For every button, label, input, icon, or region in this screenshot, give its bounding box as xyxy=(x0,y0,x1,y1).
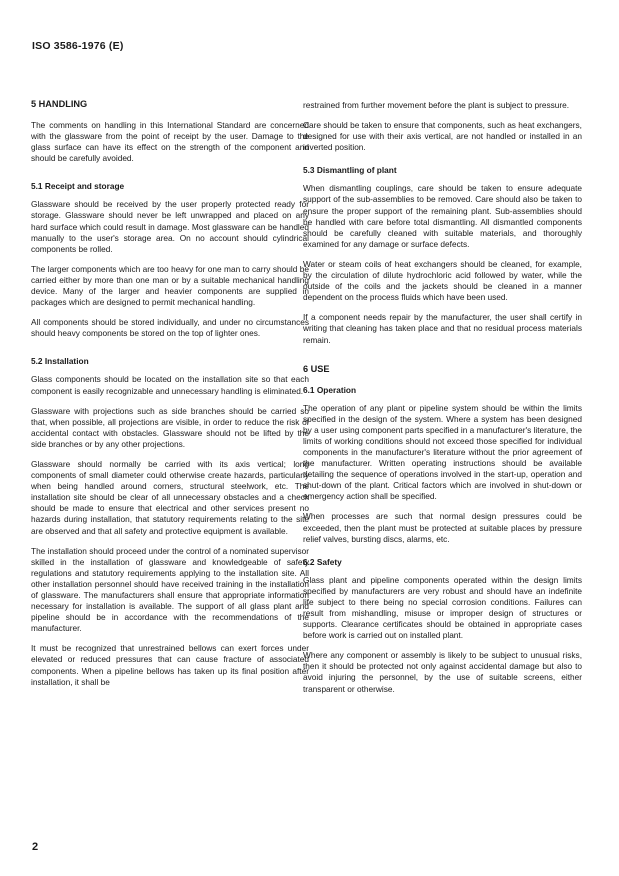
paragraph: The installation should proceed under the control of a nominated supervisor skilled in the installation of glassware and knowledgeable of safety regulations and statutory requirements applying to the installation site. All other installation personnel should have received training in the installation of glassware. The manufacturers shall ensure that appropriate information necessary for installation is available. The support of all glass plant and pipeline should be in accordance with the recommendations of the manufacturer. xyxy=(31,545,309,634)
section-6-2-heading: 6.2 Safety xyxy=(303,556,342,567)
paragraph: Glass plant and pipeline components operated within the design limits specified by manufacturers are very robust and should have an indefinite life subject to there being no special corrosion conditions. Failures can result from mishandling, misuse or improper design of structures or supports. Clearance certificates should be obtained in appropriate cases before work is carried out on installed plant. xyxy=(303,574,582,641)
left-column xyxy=(31,98,309,697)
page-number: 2 xyxy=(32,841,39,853)
paragraph: The larger components which are too heavy for one man to carry should be carried either by more than one man or by a suitable mechanical handling device. Many of the larger and heavier components are supplied in packages which are designed to permit mechanical handling. xyxy=(31,263,309,308)
paragraph: Water or steam coils of heat exchangers should be cleaned, for example, by the circulation of dilute hydrochloric acid followed by water, while the outside of the coils and the jackets should be cleaned in a manner dependent on the process fluids which have been used. xyxy=(303,258,582,303)
paragraph: It must be recognized that unrestrained bellows can exert forces under elevated or reduced pressures that can cause fracture of associated components. When a pipeline bellows has taken up its final position after installation, it shall be xyxy=(31,643,309,687)
section-5-2-heading: 5.2 Installation xyxy=(31,356,89,367)
document-header: ISO 3586-1976 (E) xyxy=(32,40,124,52)
paragraph: All components should be stored individually, and under no circumstances should heavy components be stored on the top of lighter ones. xyxy=(31,317,309,339)
paragraph: Glass components should be located on the installation site so that each component is easily recognizable and unnecessary handling is eliminated. xyxy=(31,374,309,396)
paragraph: Glassware with projections such as side branches should be carried so that, when possible, all projections are visible, in order to reduce the risk of accidental contact with obstacles. Glassware should not be lifted by the side branches or by any other projections. xyxy=(31,405,309,449)
section-5-1-heading: 5.1 Receipt and storage xyxy=(31,181,125,192)
paragraph: Care should be taken to ensure that components, such as heat exchangers, designed for use with their axis vertical, are not handled or installed in an inverted position. xyxy=(303,120,582,153)
paragraph: The operation of any plant or pipeline system should be within the limits specified in the design of the system. Where a system has been designed by a user using component parts specified in a manufacturer's literature, the limits of working conditions should not exceed those specified for individual components in the manufacturer's literature without the prior agreement of the manufacturer. Written operating instructions should be available detailing the sequence of operations involved in the start-up, operation and shut-down of the plant. Critical factors which are involved in shut-down or emergency action shall be specified. xyxy=(303,402,582,502)
section-5-3-heading: 5.3 Dismantling of plant xyxy=(303,165,397,176)
paragraph: Glassware should be received by the user properly protected ready for storage. Glassware should never be left unwrapped and placed on any hard surface which could result in damage. Most glassware can be handled manually to the user's storage area. On no account should cylindrical components be rolled. xyxy=(31,199,309,254)
paragraph: If a component needs repair by the manufacturer, the user shall certify in writing that cleaning has taken place and that no residual process materials remain. xyxy=(303,312,582,345)
section-5-heading: 5 HANDLING xyxy=(31,99,88,109)
paragraph: When processes are such that normal design pressures could be exceeded, then the plant must be protected at suitable places by pressure relief valves, bursting discs, alarms, etc. xyxy=(303,511,582,544)
paragraph: Where any component or assembly is likely to be subject to unusual risks, then it should be protected not only against accidental damage but also to avoid injuring the personnel, by the use of suitable screens, either transparent or otherwise. xyxy=(303,650,582,694)
paragraph: restrained from further movement before the plant is subject to pressure. xyxy=(303,100,570,110)
paragraph: Glassware should normally be carried with its axis vertical; long components of small diameter could otherwise create hazards, particularly when being handled around corners, structural steelwork, etc. The installation site should be clear of all unnecessary obstacles and a check should be made to ensure that electrical and other services present no hazards during installation, that statutory requirements relating to the site are observed and that all safety and protective equipment is available. xyxy=(31,458,309,536)
paragraph: When dismantling couplings, care should be taken to ensure adequate support of the sub-assemblies to be removed. Care should also be taken to ensure the proper support of the remaining plant. Sub-assemblies should be handled with care before total dismantling. All dismantled components should be carefully cleaned with suitable materials, and thoroughly examined for any damage or surface defects. xyxy=(303,183,582,249)
section-6-1-heading: 6.1 Operation xyxy=(303,384,357,395)
section-6-heading: 6 USE xyxy=(303,363,330,374)
right-column xyxy=(303,100,582,704)
paragraph: The comments on handling in this International Standard are concerned with the glassware from the point of receipt by the user. Damage to the glass surface can have its effect on the strength of the component and should be carefully avoided. xyxy=(31,120,309,164)
